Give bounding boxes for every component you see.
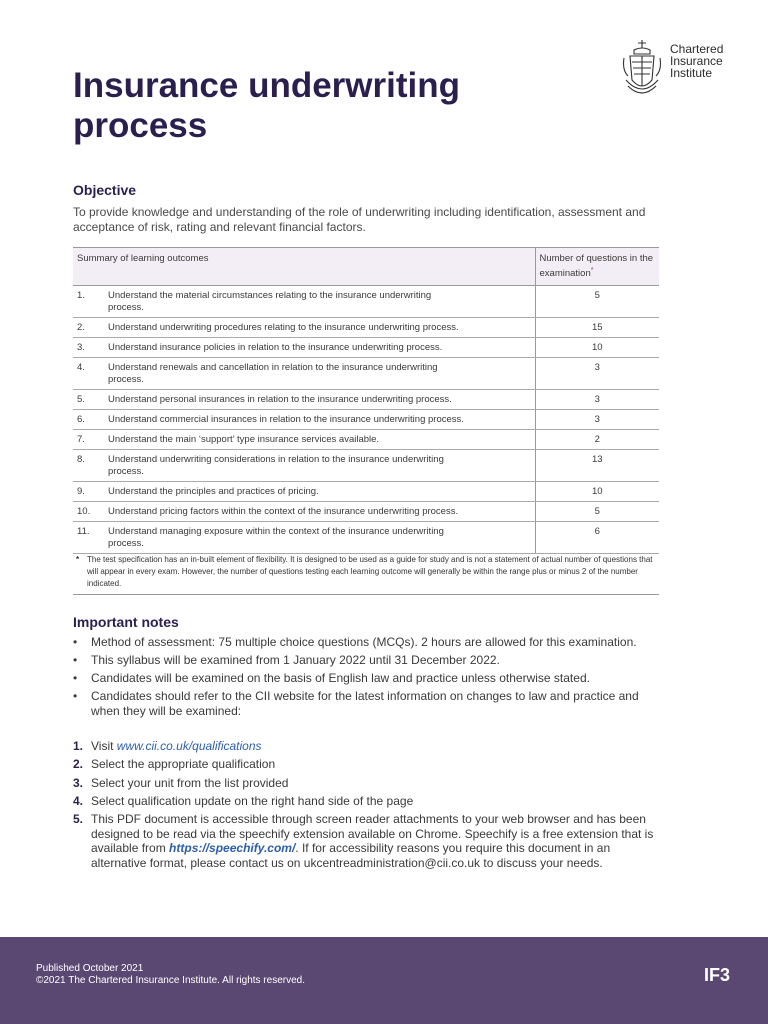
note-text: Method of assessment: 75 multiple choice questions (MCQs). 2 hours are allowed for this examination. — [91, 635, 637, 649]
bullet-glyph: • — [73, 689, 78, 703]
page-title: Insurance underwriting process — [73, 66, 460, 145]
outcome-text: Understand the main ‘support’ type insurance services available. — [108, 434, 380, 446]
list-item — [73, 635, 663, 650]
note-text: Candidates will be examined on the basis of English law and practice unless otherwise stated. — [91, 671, 590, 685]
outcome-number: 9. — [77, 486, 85, 498]
list-item — [73, 689, 663, 718]
outcome-text: Understand personal insurances in relation to the insurance underwriting process. — [108, 394, 452, 406]
cii-crest-icon — [620, 36, 664, 102]
outcome-text: Understand renewals and cancellation in relation to the insurance underwriting — [108, 362, 438, 374]
table-row — [73, 318, 659, 338]
logo-line-3: Institute — [670, 66, 713, 80]
outcome-number: 4. — [77, 362, 85, 374]
outcome-cell — [73, 390, 535, 410]
question-count: 3 — [535, 358, 659, 390]
outcome-text: Understand the principles and practices of pricing. — [108, 486, 319, 498]
outcome-number: 5. — [77, 394, 85, 406]
page-footer — [0, 937, 768, 1024]
learning-outcomes-table — [73, 247, 659, 554]
step-number: 2. — [73, 757, 84, 772]
outcome-text: Understand the material circumstances relating to the insurance underwriting — [108, 290, 432, 302]
important-notes-list — [73, 635, 663, 722]
table-row — [73, 522, 659, 554]
question-count: 13 — [535, 450, 659, 482]
objective-heading: Objective — [73, 182, 137, 198]
outcome-number: 8. — [77, 454, 85, 466]
table-row — [73, 358, 659, 390]
questions-header-text: Number of questions in the examination — [539, 253, 654, 280]
outcome-cell — [73, 450, 535, 482]
question-count: 5 — [535, 286, 659, 318]
table-row — [73, 286, 659, 318]
outcome-text: Understand managing exposure within the context of the insurance underwriting — [108, 526, 444, 538]
step-number: 1. — [73, 739, 84, 753]
step-text: This PDF document is accessible through screen reader attachments to your web browser and has been designed to be read via the speechify extension available on Chrome. Speechify is a free extension that is available from — [91, 812, 654, 856]
table-row — [73, 390, 659, 410]
step-item — [73, 812, 663, 870]
question-count: 10 — [535, 482, 659, 502]
outcome-text-continued: process. — [108, 466, 144, 478]
bullet-glyph: • — [73, 635, 78, 649]
step-number: 3. — [73, 775, 84, 790]
outcome-text-continued: process. — [108, 302, 144, 314]
footnote-star: * — [76, 555, 80, 564]
table-row — [73, 502, 659, 522]
step-item — [73, 739, 663, 754]
outcomes-column-header: Summary of learning outcomes — [73, 248, 535, 286]
outcome-number: 7. — [77, 434, 85, 446]
outcome-text: Understand underwriting procedures relating to the insurance underwriting process. — [108, 322, 459, 334]
published-date: Published October 2021 — [36, 963, 144, 974]
outcome-cell — [73, 318, 535, 338]
table-row — [73, 338, 659, 358]
outcome-number: 1. — [77, 290, 85, 302]
outcome-cell — [73, 502, 535, 522]
unit-code: IF3 — [703, 965, 730, 985]
step-item — [73, 794, 663, 809]
table-row — [73, 410, 659, 430]
outcome-text: Understand insurance policies in relation to the insurance underwriting process. — [108, 342, 443, 354]
outcome-text: Understand commercial insurances in relation to the insurance underwriting process. — [108, 414, 464, 426]
list-item — [73, 671, 663, 686]
table-row — [73, 450, 659, 482]
step-text: Select your unit from the list provided — [91, 775, 289, 790]
outcome-text: Understand underwriting considerations in relation to the insurance underwriting — [108, 454, 444, 466]
outcome-cell — [73, 522, 535, 554]
cii-qualifications-link[interactable]: www.cii.co.uk/qualifications — [116, 739, 262, 753]
outcome-cell — [73, 286, 535, 318]
question-count: 5 — [535, 502, 659, 522]
step-text: Select qualification update on the right hand side of the page — [91, 793, 414, 808]
note-text: This syllabus will be examined from 1 January 2022 until 31 December 2022. — [91, 653, 500, 667]
outcome-cell — [73, 410, 535, 430]
qualification-steps-list — [73, 739, 663, 874]
cii-logo — [620, 36, 740, 106]
logo-line-1: Chartered — [670, 42, 724, 56]
outcome-number: 2. — [77, 322, 85, 334]
step-text: Select the appropriate qualification — [91, 757, 276, 772]
speechify-link[interactable]: https://speechify.com/ — [169, 841, 296, 856]
step-item — [73, 776, 663, 791]
question-count: 10 — [535, 338, 659, 358]
outcome-cell — [73, 338, 535, 358]
question-count: 15 — [535, 318, 659, 338]
outcome-text-continued: process. — [108, 538, 144, 550]
list-item — [73, 653, 663, 668]
outcome-text: Understand pricing factors within the context of the insurance underwriting process. — [108, 506, 459, 518]
table-footnote — [73, 554, 659, 595]
question-count: 6 — [535, 522, 659, 554]
footnote-text: The test specification has an in-built element of flexibility. It is designed to be used as a guide for study and is not a statement of actual number of questions that will appear in every exam. However, the number of questions testing each learning outcome will generally be within the range plus or minus 2 of the number indicated. — [87, 555, 653, 588]
outcome-cell — [73, 430, 535, 450]
questions-column-header — [535, 248, 659, 286]
note-text: Candidates should refer to the CII website for the latest information on changes to law and practice and when they will be examined: — [91, 689, 639, 718]
outcome-cell — [73, 482, 535, 502]
outcome-number: 6. — [77, 414, 85, 426]
logo-line-2: Insurance — [670, 54, 723, 68]
step-item — [73, 757, 663, 772]
step-text: Visit — [91, 739, 117, 753]
logo-wordmark — [670, 43, 723, 79]
important-notes-heading: Important notes — [73, 614, 179, 630]
table-row — [73, 430, 659, 450]
outcome-number: 10. — [77, 506, 91, 518]
step-number: 5. — [73, 812, 84, 827]
table-row — [73, 482, 659, 502]
objective-text: To provide knowledge and understanding of the role of underwriting including identification, assessment and acceptance of risk, rating and relevant financial factors. — [73, 205, 646, 234]
outcome-number: 3. — [77, 342, 85, 354]
bullet-glyph: • — [73, 653, 78, 667]
footnote-marker: * — [590, 267, 594, 274]
outcome-number: 11. — [77, 526, 90, 538]
step-text-after: . If for accessibility reasons you require this document in an alternative format, please contact us on ukcentreadministration@cii.co.uk to discuss your needs. — [91, 841, 611, 870]
publication-info — [36, 963, 305, 987]
table-header-row — [73, 248, 659, 286]
question-count: 3 — [535, 410, 659, 430]
question-count: 2 — [535, 430, 659, 450]
outcome-cell — [73, 358, 535, 390]
outcome-text-continued: process. — [108, 374, 144, 386]
step-number: 4. — [73, 793, 84, 808]
copyright-notice: ©2021 The Chartered Insurance Institute. All rights reserved. — [36, 975, 305, 986]
question-count: 3 — [535, 390, 659, 410]
outcomes-table-body — [73, 286, 659, 554]
bullet-glyph: • — [73, 671, 78, 685]
